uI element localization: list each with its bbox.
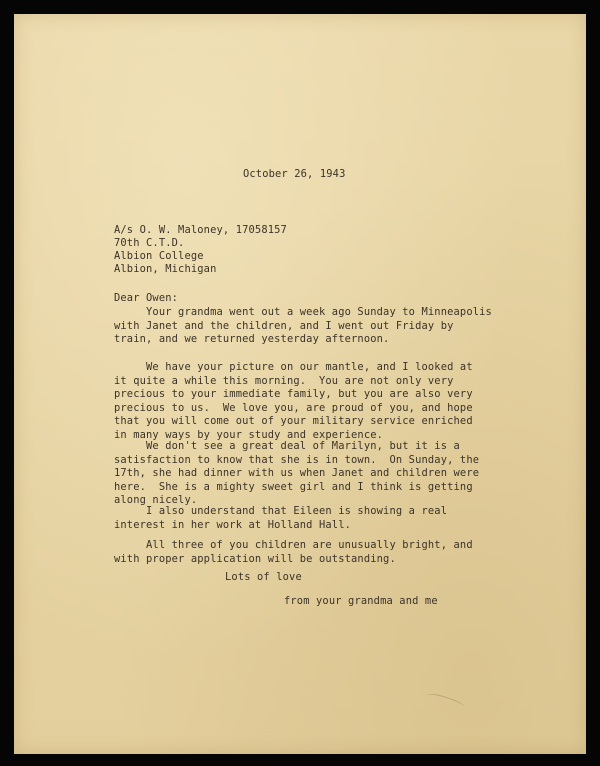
address-line-college: Albion College	[114, 250, 204, 262]
paragraph-line: train, and we returned yesterday afternoon.	[114, 333, 390, 346]
paper-mark	[426, 691, 467, 712]
letter-page	[14, 14, 586, 754]
paragraph-line: that you will come out of your military service enriched	[114, 415, 473, 428]
paragraph-line: satisfaction to know that she is in town. On Sunday, the	[114, 453, 480, 466]
paragraph-line: We don't see a great deal of Marilyn, but it is a	[114, 440, 460, 452]
paragraph-line: it quite a while this morning. You are not only very	[114, 374, 454, 387]
paragraph-line: All three of you children are unusually bright, and	[114, 539, 473, 551]
signature-line: from your grandma and me	[284, 595, 438, 607]
address-line-unit: 70th C.T.D.	[114, 237, 185, 249]
letter-date: October 26, 1943	[243, 168, 346, 180]
paragraph-line: We have your picture on our mantle, and I looked at	[114, 361, 473, 373]
paragraph-line: in many ways by your study and experience.	[114, 429, 384, 441]
paragraph-line: along nicely.	[114, 494, 198, 507]
salutation: Dear Owen:	[114, 292, 179, 304]
paragraph-line: I also understand that Eileen is showing a real	[114, 505, 448, 517]
paragraph-line: precious to us. We love you, are proud of you, and hope	[114, 401, 473, 414]
paragraph-line: Your grandma went out a week ago Sunday to Minneapolis	[114, 306, 492, 318]
paragraph-line: with proper application will be outstanding.	[114, 552, 396, 565]
paragraph-line: here. She is a mighty sweet girl and I think is getting	[114, 480, 473, 493]
closing: Lots of love	[225, 571, 302, 583]
paragraph-line: with Janet and the children, and I went out Friday by	[114, 319, 454, 332]
letter-body	[14, 14, 586, 754]
paragraph-line: 17th, she had dinner with us when Janet and children were	[114, 467, 480, 480]
address-line-city: Albion, Michigan	[114, 263, 217, 275]
paragraph-line: precious to your immediate family, but you are also very	[114, 388, 473, 401]
paragraph-line: interest in her work at Holland Hall.	[114, 518, 352, 531]
address-line-recipient: A/s O. W. Maloney, 17058157	[114, 224, 287, 236]
